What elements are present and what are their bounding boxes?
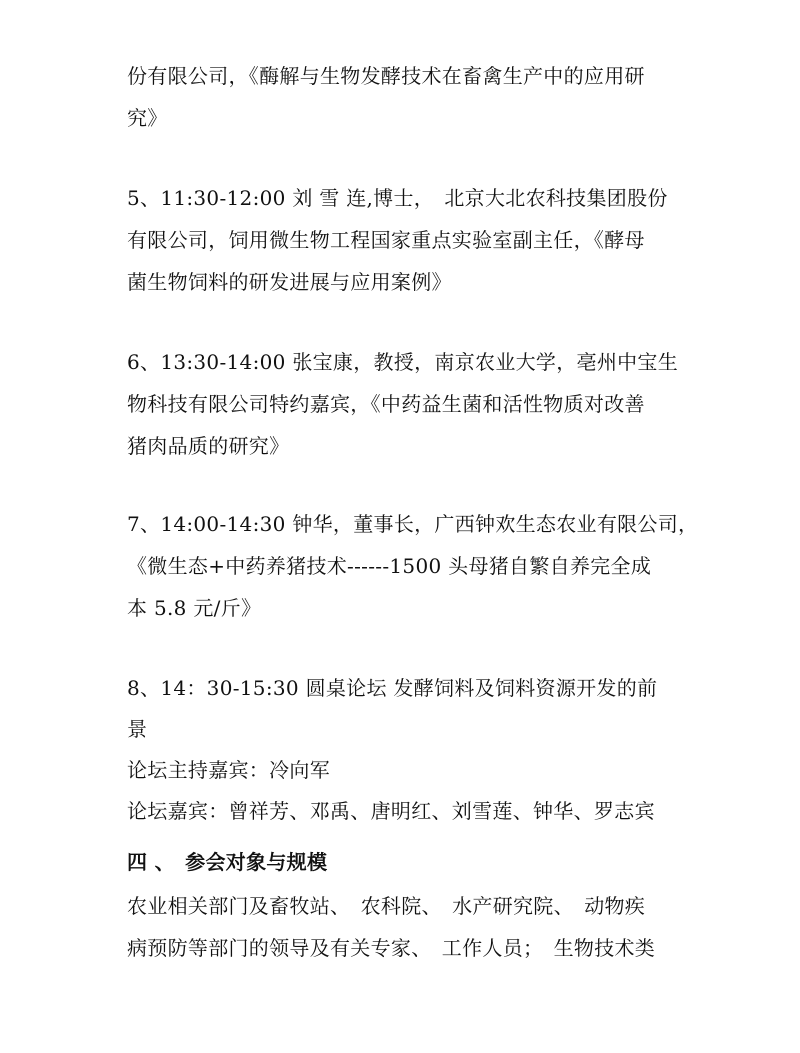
text-line: 猪肉品质的研究》 — [127, 434, 290, 458]
forum-guests: 论坛嘉宾：曾祥芳、邓禹、唐明红、刘雪莲、钟华、罗志宾 — [127, 799, 655, 823]
section-heading: 四 、 参会对象与规模 — [127, 850, 328, 874]
text-line: 《微生态+中药养猪技术------1500 头母猪自繁自养完全成 — [127, 554, 652, 578]
text-line: 病预防等部门的领导及有关专家、 工作人员； 生物技术类 — [127, 936, 656, 960]
agenda-item-8: 8、14：30-15:30 圆桌论坛 发酵饲料及饲料资源开发的前 — [127, 676, 658, 700]
text-line: 份有限公司，《酶解与生物发酵技术在畜禽生产中的应用研 — [127, 64, 645, 88]
agenda-item-5: 5、11:30-12:00 刘 雪 连,博士， 北京大北农科技集团股份 — [127, 186, 668, 210]
text-line: 景 — [127, 717, 148, 741]
text-line: 菌生物饲料的研发进展与应用案例》 — [127, 270, 452, 294]
text-line: 究》 — [127, 106, 168, 130]
text-line: 农业相关部门及畜牧站、 农科院、 水产研究院、 动物疾 — [127, 894, 646, 918]
forum-host: 论坛主持嘉宾：冷向军 — [127, 758, 330, 782]
agenda-item-6: 6、13:30-14:00 张宝康，教授，南京农业大学，亳州中宝生 — [127, 350, 679, 374]
text-line: 本 5.8 元/斤》 — [127, 596, 262, 620]
agenda-item-7: 7、14:00-14:30 钟华，董事长，广西钟欢生态农业有限公司， — [127, 512, 699, 536]
text-line: 有限公司，饲用微生物工程国家重点实验室副主任，《酵母 — [127, 228, 645, 252]
text-line: 物科技有限公司特约嘉宾，《中药益生菌和活性物质对改善 — [127, 392, 645, 416]
